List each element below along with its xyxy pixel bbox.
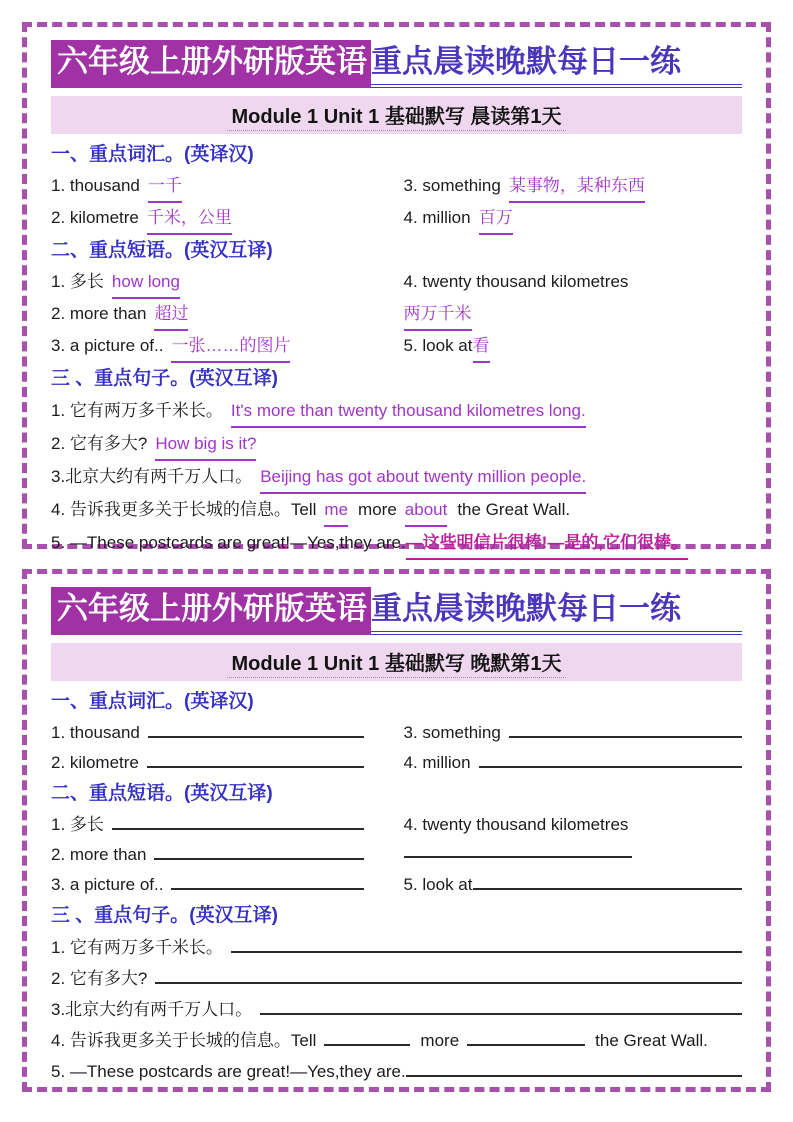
phrase-item (51, 810, 364, 840)
phrase-item (51, 299, 364, 331)
sentence-answer-inline: me (324, 494, 348, 527)
phrase-label: 5. look at (403, 336, 473, 356)
sentence-label: the Great Wall. (457, 500, 571, 520)
vocab-item (51, 718, 364, 748)
phrases-grid (51, 267, 742, 363)
panel-title-row (51, 587, 742, 635)
subtitle-text: Module 1 Unit 1 基础默写 晨读第1天 (227, 106, 565, 131)
vocab-item (404, 748, 743, 778)
phrase-item (404, 331, 743, 363)
section-heading-vocab: 一、重点词汇。(英译汉) (51, 144, 254, 166)
phrase-item (404, 810, 743, 840)
answer-blank (509, 720, 742, 738)
worksheet-panel-morning (22, 22, 771, 553)
section-heading-sentences: 三 、重点句子。(英汉互译) (51, 368, 278, 390)
vocab-item (51, 171, 364, 203)
vocab-item (404, 718, 743, 748)
phrase-item (404, 267, 743, 299)
answer-blank (406, 1059, 742, 1077)
answer-blank (473, 872, 743, 890)
subtitle-bar (51, 643, 742, 681)
phrase-item (51, 331, 364, 363)
answer-blank (479, 750, 742, 768)
sentence-item (51, 527, 742, 560)
sentence-item (51, 1056, 742, 1087)
phrase-item (51, 870, 364, 900)
answer-blank (148, 720, 364, 738)
sentence-label: 2. 它有多大? (51, 434, 148, 454)
sentence-label: 3.北京大约有两千万人口。 (51, 467, 253, 487)
phrase-item (51, 840, 364, 870)
sentence-answer-inline: about (405, 494, 448, 527)
sentence-label: more (420, 1031, 460, 1051)
phrase-item (404, 870, 743, 900)
phrase-label: 2. more than (51, 304, 147, 324)
answer-blank (154, 842, 363, 860)
sentence-label: 4. 告诉我更多关于长城的信息。Tell (51, 500, 317, 520)
vocab-label: 3. something (403, 723, 501, 743)
panel-title-row (51, 40, 742, 88)
section-heading-vocab: 一、重点词汇。(英译汉) (51, 691, 254, 713)
vocab-item (404, 171, 743, 203)
vocab-item (404, 203, 743, 235)
sentence-item (51, 963, 742, 994)
phrase-label: 1. 多长 (51, 815, 104, 835)
sentence-item (51, 994, 742, 1025)
sentence-label: 1. 它有两万多千米长。 (51, 938, 223, 958)
vocab-answer: 千米，公里 (147, 203, 232, 235)
phrase-label: 3. a picture of.. (51, 336, 164, 356)
phrase-item (51, 267, 364, 299)
sentence-item (51, 395, 742, 428)
section-heading-sentences: 三 、重点句子。(英汉互译) (51, 905, 278, 927)
sentence-label: 5. —These postcards are great!—Yes,they are. (51, 1062, 406, 1082)
vocab-answer: 百万 (479, 203, 513, 235)
section-heading-phrases: 二、重点短语。(英汉互译) (51, 783, 273, 805)
vocab-grid (51, 718, 742, 778)
phrases-grid (51, 810, 742, 900)
vocab-label: 1. thousand (51, 723, 140, 743)
phrase-item (404, 299, 743, 331)
answer-blank (155, 966, 742, 984)
answer-blank (260, 997, 742, 1015)
vocab-answer: 某事物，某种东西 (509, 171, 645, 203)
phrase-item (404, 840, 743, 870)
phrase-label: 3. a picture of.. (51, 875, 164, 895)
answer-blank (171, 872, 363, 890)
answer-blank (467, 1028, 585, 1046)
sentence-label: more (358, 500, 397, 520)
answer-blank (231, 935, 742, 953)
phrase-label: 2. more than (51, 845, 147, 865)
answer-blank (147, 750, 364, 768)
vocab-item (51, 203, 364, 235)
sentence-label: 3.北京大约有两千万人口。 (51, 1000, 253, 1020)
title-main: 重点晨读晚默每日一练 (371, 40, 742, 88)
sentence-answer: Beijing has got about twenty million people. (260, 461, 586, 494)
phrase-label: 1. 多长 (51, 272, 104, 292)
phrase-label: 4. twenty thousand kilometres (403, 815, 629, 835)
subtitle-text: Module 1 Unit 1 基础默写 晚默第1天 (227, 653, 565, 678)
sentence-item (51, 494, 742, 527)
sentence-answer: It's more than twenty thousand kilometres long. (231, 395, 586, 428)
vocab-label: 2. kilometre (51, 208, 139, 228)
vocab-answer: 一千 (148, 171, 182, 203)
sentence-answer-highlight: —这些明信片很棒!—是的,它们很棒。 (406, 527, 688, 560)
vocab-label: 4. million (403, 208, 471, 228)
sentence-item (51, 461, 742, 494)
worksheet-panel-evening (22, 569, 771, 1092)
title-main: 重点晨读晚默每日一练 (371, 587, 742, 635)
sentence-label: 2. 它有多大? (51, 969, 148, 989)
phrase-answer: 一张……的图片 (171, 331, 290, 363)
sentence-item (51, 428, 742, 461)
phrase-answer: 超过 (154, 299, 188, 331)
subtitle-bar (51, 96, 742, 134)
title-badge: 六年级上册外研版英语 (51, 587, 371, 635)
phrase-answer: 两万千米 (404, 299, 472, 331)
vocab-label: 4. million (403, 753, 471, 773)
phrase-label: 5. look at (403, 875, 473, 895)
title-badge: 六年级上册外研版英语 (51, 40, 371, 88)
sentence-item (51, 932, 742, 963)
answer-blank (404, 840, 632, 858)
vocab-grid (51, 171, 742, 235)
sentence-answer: How big is it? (155, 428, 256, 461)
phrase-answer: 看 (473, 331, 490, 363)
vocab-label: 2. kilometre (51, 753, 139, 773)
answer-blank (112, 812, 364, 830)
vocab-label: 3. something (403, 176, 501, 196)
sentence-label: 4. 告诉我更多关于长城的信息。Tell (51, 1031, 317, 1051)
answer-blank (324, 1028, 410, 1046)
vocab-item (51, 748, 364, 778)
section-heading-phrases: 二、重点短语。(英汉互译) (51, 240, 273, 262)
sentence-label: 5. —These postcards are great!—Yes,they are. (51, 533, 406, 553)
sentence-item (51, 1025, 742, 1056)
sentence-label: the Great Wall. (595, 1031, 708, 1051)
sentence-label: 1. 它有两万多千米长。 (51, 401, 223, 421)
phrase-label: 4. twenty thousand kilometres (403, 272, 629, 292)
phrase-answer: how long (112, 267, 180, 299)
vocab-label: 1. thousand (51, 176, 140, 196)
